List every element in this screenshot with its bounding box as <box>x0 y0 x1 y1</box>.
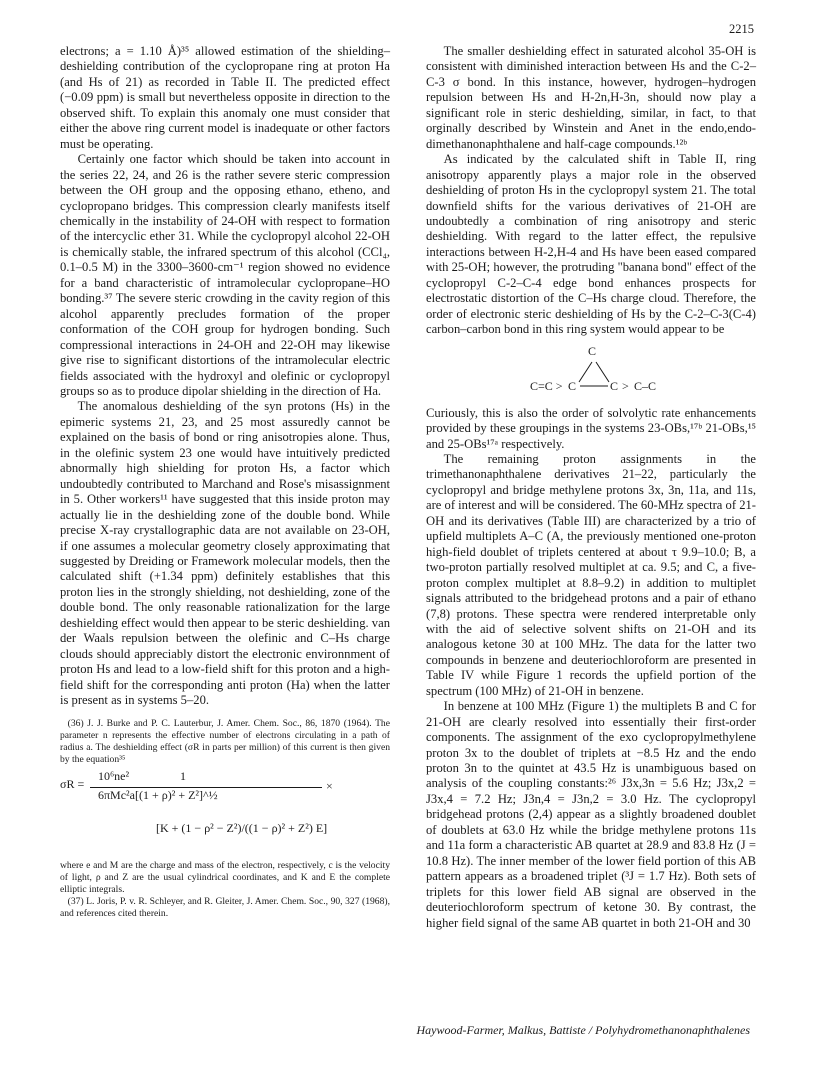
equation-bracket: [K + (1 − ρ² − Z²)/((1 − ρ)² + Z²) E] <box>156 821 328 836</box>
scheme-mid-left: C <box>568 378 577 393</box>
paragraph: As indicated by the calculated shift in Table II, ring anisotropy apparently plays a major role in the observed deshielding of proton Hs in the cyclopropyl system 21. The total downfield shifts for the various derivatives of 21-OH are undoubtedly a combination of ring anisotropy and steric deshielding. With regard to the latter effect, the repulsive interactions between H-2,H-4 and Hs have been eased compared with 25-OH; however, the protruding "banana bond" effect of the cyclopropyl C-2–C-4 edge bond enhances prospects for electrostatic distortion of the C–Hs charge cloud. Therefore, the order of electronic steric deshielding of Hs by the C-2–C-3(C-4) carbon–carbon bond in this ring system would appear to be <box>426 152 756 337</box>
footnotes <box>60 718 390 920</box>
equation-lhs: σR = <box>60 777 85 792</box>
paragraph: Certainly one factor which should be taken into account in the series 22, 24, and 26 is the rather severe steric compression between the OH group and the opposing ethano, etheno, and cyclopropano bridges. This compression clearly manifests itself chemically in the instability of 24-OH with respect to formation of the intercyclic ether 31. While the cyclopropyl alcohol 22-OH is chemically stable, the infrared spectrum of this alcohol (CCl₄, 0.1–0.5 M) in the 3300–3600-cm⁻¹ region showed no evidence for a band characteristic of intramolecular cyclopropane–HO bonding.³⁷ The severe steric crowding in the cavity region of this alcohol apparently precludes formation of the proper conformation of the COH group for hydrogen bonding. Such compressional interactions in 24-OH and 22-OH may likewise give rise to significant distortions of the intramolecular electric fields associated with the hydroxyl and olefinic or cyclopropyl groups so as to produce dipolar shielding in the direction of Ha. <box>60 152 390 398</box>
scheme-right: C–C <box>634 378 657 393</box>
equation-numerator: 10⁶ne² <box>98 769 130 784</box>
paragraph: In benzene at 100 MHz (Figure 1) the multiplets B and C for 21-OH are clearly resolved into essentially their first-order components. The assignment of the exo cyclopropylmethylene proton 3x to the doublet of triplets at −8.5 Hz and the endo proton 3n to the quintet at 43.5 Hz is unambiguous based on analysis of the coupling constants:²⁶ J3x,3n = 5.6 Hz; J3x,2 = J3x,4 = 7.2 Hz; J3n,4 = J3n,2 = 3.0 Hz. The cyclopropyl bridgehead protons (2,4) appear as a slightly broadened doublet of doublets at 63.0 Hz while the bridge methylene protons 11s and 11a form a characteristic AB quartet at 28.9 and 83.8 Hz (J = 10.8 Hz). The inner member of the lower field portion of this AB pattern appears as a broadened triplet (³J = 1.7 Hz). Both sets of triplets for this lower field AB signal are observed in the deuteriochloroform spectrum of ketone 30. By contrast, the higher field signal of the same AB quartet in both 21-OH and 30 <box>426 699 756 930</box>
paragraph: The smaller deshielding effect in saturated alcohol 35-OH is consistent with diminished interaction between Hs and the C-2–C-3 σ bond. In this instance, however, hydrogen–hydrogen repulsion between Hs and H-2n,H-3n, should now play a significant role in steric deshielding, similar, in fact, to that orginally described by Winstein and Anet in the endo,endo-dimethanonaphthalene and half-cage compounds.¹²ᵇ <box>426 44 756 151</box>
scheme-gt: > <box>622 378 629 393</box>
page-number: 2215 <box>729 22 754 36</box>
bond-line <box>596 362 609 382</box>
scheme-left: C=C > <box>530 378 563 393</box>
bond-line <box>579 362 592 382</box>
scheme-mid-right: C <box>610 378 619 393</box>
footnote-37: (37) L. Joris, P. v. R. Schleyer, and R. Gleiter, J. Amer. Chem. Soc., 90, 327 (1968), and references cited therein. <box>60 896 390 920</box>
running-footer: Haywood-Farmer, Malkus, Battiste / Polyhydromethanonaphthalenes <box>416 1023 750 1037</box>
equation-one: 1 <box>180 769 186 784</box>
scheme-top-c: C <box>588 343 597 358</box>
paragraph: The anomalous deshielding of the syn protons (Hs) in the epimeric systems 21, 23, and 25 most assuredly cannot be explained on the basis of bond or ring anisotropies alone. Thus, in the olefinic system 23 one would have intuitively predicted abnormally high shielding for proton Hs, a factor which undoubtedly contributed to Marchand and Rose's misassignment in 5. Other workers¹¹ have suggested that this inside proton may actually lie in the deshielding zone of the double bond. While precise X-ray crystallographic data are not available on 23-OH, if one assumes a molecular geometry closely approximating that suggested by Dreiding or Framework molecular models, then the calculated shift (+1.34 ppm) definitely establishes that this proton lies in the strongly shielding, not deshielding, zone of the double bond. The only reasonable rationalization for the large deshielding effect would then appear to be steric deshielding. van der Waals repulsion between the olefinic and C–Hs charge clouds should appreciably distort the electronic environnment of proton Hs and lead to a low-field shift for this proton and a high-field shift for the corresponding anti proton (Ha) when the latter is present as in systems 5–20. <box>60 399 390 708</box>
bond-order-scheme <box>426 342 756 400</box>
paragraph: electrons; a = 1.10 Å)³⁵ allowed estimation of the shielding–deshielding contribution of the cyclopropane ring at proton Ha (and Hs of 21) as recorded in Table II. The predicted effect (−0.09 ppm) is small but nevertheless opposite in direction to the observed shift. To explain this anomaly one must consider that either the above ring current model is inadequate or other factors must be operating. <box>60 44 390 151</box>
equation-denominator: 6πMc²a[(1 + ρ)² + Z²]^½ <box>98 788 218 803</box>
ring-current-equation <box>60 770 390 858</box>
paragraph: The remaining proton assignments in the trimethanonaphthalene derivatives 21–22, particularly the cyclopropyl and bridge methylene protons 3x, 3n, 11a, and 11s, are of interest and will be considered. The 60-MHz spectra of 21-OH and its derivatives (Table III) are characterized by a trio of upfield multiplets A–C (A, the previously mentioned one-proton high-field doublet of triplets centered at about τ 9.9–10.0; B, a two-proton partially resolved multiplet at ca. 9.5; and C, a five-proton complex multiplet at 8.8–9.2) in addition to multiplet signals attributed to the bridgehead protons and a pair of ethano (7,8) protons. These spectra were rendered interpretable only with the aid of selective solvent shifts on 21-OH and its analogous ketone 30 at 100 MHz. The data for the latter two compounds in benzene and deuteriochloroform are presented in Table IV while Figure 1 records the upfield portion of the spectrum (100 MHz) of 21-OH in benzene. <box>426 451 756 698</box>
equation-times: × <box>326 779 333 794</box>
footnote-36: (36) J. J. Burke and P. C. Lauterbur, J. Amer. Chem. Soc., 86, 1870 (1964). The parameter n represents the effective number of electrons circulating in a path of radius a. The deshielding effect (σR in parts per million) of this current is then given by the equation³⁵ <box>60 718 390 766</box>
footnote-36-cont: where e and M are the charge and mass of the electron, respectively, c is the velocity of light, ρ and Z are the usual cylindrical coordinates, and K and E the complete elliptic integrals. <box>60 860 390 896</box>
paragraph: Curiously, this is also the order of solvolytic rate enhancements provided by these groupings in the systems 23-OBs,¹⁷ᵇ 21-OBs,¹⁵ and 25-OBs¹⁷ᵃ respectively. <box>426 405 756 451</box>
right-column <box>426 44 756 931</box>
left-column <box>60 44 390 920</box>
